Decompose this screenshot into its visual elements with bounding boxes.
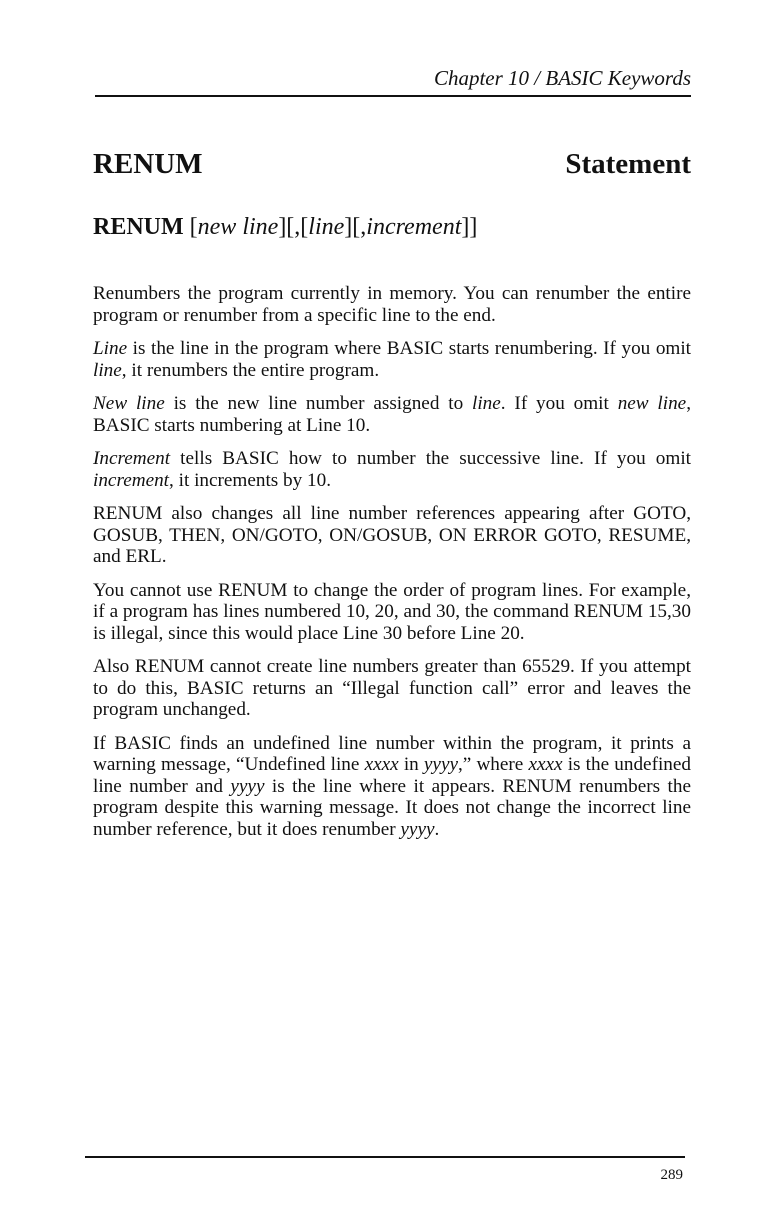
placeholder-xxxx: xxxx <box>528 754 563 775</box>
syntax-arg-new-line: new line <box>197 214 279 240</box>
footer-rule <box>85 1156 685 1158</box>
page-number: 289 <box>660 1167 683 1183</box>
running-header: Chapter 10 / BASIC Keywords <box>433 66 691 90</box>
term-new-line: New line <box>93 393 165 414</box>
text: is the line where it appears. RENUM renumbers the program despite this warning message. It does not change the incorrect line number reference, but it does renumber <box>93 775 692 840</box>
entry-title <box>93 148 691 181</box>
text: If BASIC finds an undefined line number within the program, it prints a warning message, “Undefined line <box>93 732 691 775</box>
text: in <box>398 754 424 775</box>
paragraph-limit: Also RENUM cannot create line numbers greater than 65529. If you attempt to do this, BASIC returns an “Illegal function call” error and leaves the program unchanged. <box>93 656 691 720</box>
placeholder-yyyy: yyyy <box>230 775 265 797</box>
term-line: Line <box>93 338 128 359</box>
placeholder-xxxx: xxxx <box>364 754 399 775</box>
term-new-line: new line <box>617 393 687 414</box>
header-rule <box>95 95 691 97</box>
paragraph-undefined <box>93 733 691 841</box>
syntax-keyword: RENUM <box>93 214 184 240</box>
text: tells BASIC how to number the successive line. If you omit <box>170 448 691 469</box>
syntax-bracket: ][, <box>344 214 367 240</box>
text: . <box>434 818 440 840</box>
text: , it increments by 10. <box>169 469 332 491</box>
keyword-type: Statement <box>565 148 691 180</box>
text: , it renumbers the entire program. <box>121 359 380 381</box>
text: ,” where <box>457 754 529 775</box>
text: . If you omit <box>500 393 618 414</box>
body-text <box>93 283 691 852</box>
syntax-line <box>93 214 477 241</box>
syntax-arg-line: line <box>308 214 345 240</box>
placeholder-yyyy: yyyy <box>423 754 458 775</box>
text: is the new line number assigned to <box>164 393 473 414</box>
paragraph-references: RENUM also changes all line number references appearing after GOTO, GOSUB, THEN, ON/GOTO, ON/GOSUB, ON ERROR GOTO, RESUME, and ERL. <box>93 503 691 567</box>
term-increment: Increment <box>93 448 171 469</box>
syntax-bracket: ]] <box>461 214 478 240</box>
syntax-arg-increment: increment <box>366 214 462 240</box>
paragraph-line <box>93 338 691 381</box>
placeholder-yyyy: yyyy <box>400 818 435 840</box>
paragraph-description: Renumbers the program currently in memory. You can renumber the entire program or renumber from a specific line to the end. <box>93 283 691 326</box>
term-increment: increment <box>93 469 170 491</box>
term-line: line <box>93 359 122 381</box>
text: , BASIC starts numbering at Line 10. <box>93 393 692 436</box>
keyword-title: RENUM <box>93 148 203 180</box>
term-line: line <box>472 393 501 414</box>
text: is the undefined line number and <box>93 754 691 797</box>
syntax-bracket: [ <box>189 214 198 240</box>
paragraph-new-line <box>93 393 691 436</box>
text: is the line in the program where BASIC starts renumbering. If you omit <box>127 338 691 359</box>
paragraph-increment <box>93 448 691 491</box>
syntax-bracket: ][,[ <box>278 214 309 240</box>
paragraph-order: You cannot use RENUM to change the order of program lines. For example, if a program has lines numbered 10, 20, and 30, the command RENUM 15,30 is illegal, since this would place Line 30 before Line 20. <box>93 579 691 644</box>
